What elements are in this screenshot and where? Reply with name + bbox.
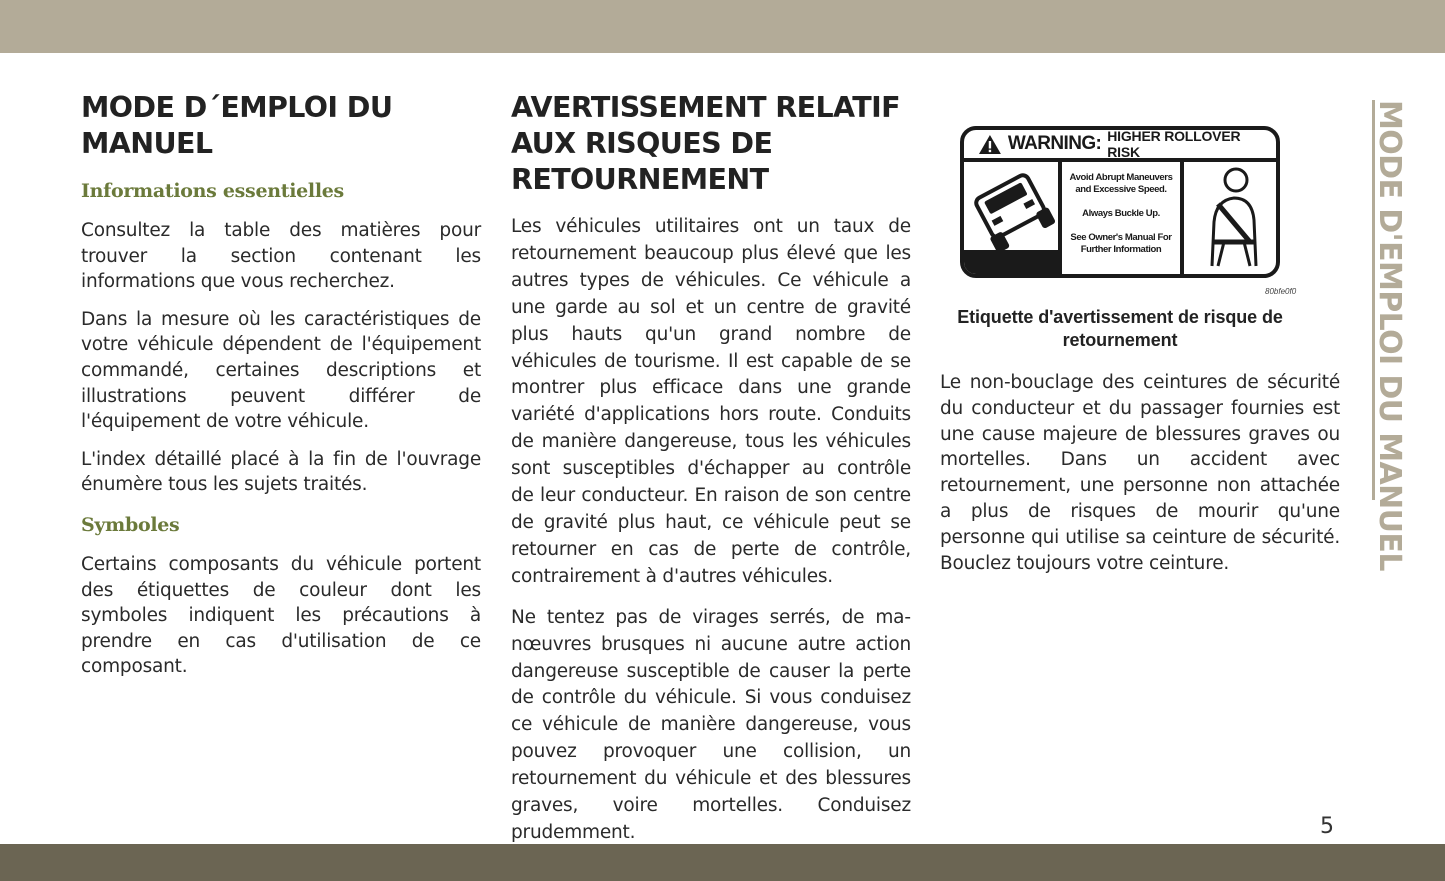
- column-warning-label: [940, 118, 1340, 588]
- column-rollover-warning: [511, 90, 911, 859]
- warning-triangle-icon: [978, 134, 1002, 155]
- paragraph-seatbelt: Le non-bouclage des ceintures de sécurité du conducteur et du passager fournies est une cause majeure de blessures graves ou mortelles. Dans un accident avec retournement, une personne non attachée a plus de risques de mourir qu'une personne qui utilise sa ceinture de sécurité. Bouclez toujours votre ceinture.: [940, 372, 1340, 574]
- section-heading-manual-usage: MODE D´EMPLOI DU MANUEL: [81, 91, 393, 160]
- rollover-vehicle-cell: [964, 162, 1062, 274]
- warning-label-body: [964, 162, 1276, 274]
- rollover-warning-label-figure: [940, 118, 1340, 300]
- top-band: [0, 0, 1445, 53]
- ground-bar: [964, 250, 1058, 274]
- paragraph-table-of-contents: Consultez la table des matières pour trouver la section contenant les informations que vous recherchez.: [81, 220, 481, 293]
- column-usage-manual: [81, 90, 481, 692]
- paragraph-rollover-rate: Les véhicules utilitaires ont un taux de retournement beaucoup plus élevé que les autres types de véhicules. Ce véhicule a une garde au sol et un centre de gravité plus hauts qu'un grand nombre de véhicules de tourisme. Il est capable de se montrer plus efficace dans une grande variété d'applications hors route. Conduits de manière dangereuse, tous les véhicules sont susceptibles d'échapper au contrôle de leur conducteur. En raison de son centre de gravité plus haut, ce véhicule peut se retourner en cas de perte de contrôle, contrairement à d'autres véhicules.: [511, 216, 911, 587]
- instruction-see-manual: See Owner's Manual For Further Information: [1070, 232, 1172, 255]
- paragraph-equipment: Dans la mesure où les caractéristiques de votre véhicule dépendent de l'équipement commandé, certaines descriptions et illustrations peuvent différer de l'équipement de votre véhicule.: [81, 308, 481, 433]
- subheading-symbols: Symboles: [81, 513, 180, 536]
- side-tab-title: MODE D'EMPLOI DU MANUEL: [1372, 100, 1407, 571]
- seatbelt-cell: [1184, 162, 1276, 274]
- warning-label-subtitle: HIGHER ROLLOVER RISK: [1107, 128, 1241, 160]
- subheading-essential-info: Informations essentielles: [81, 180, 344, 202]
- warning-label-instructions: [1062, 162, 1184, 274]
- page-number: 5: [1320, 814, 1334, 839]
- instruction-buckle-up: Always Buckle Up.: [1082, 208, 1160, 219]
- instruction-avoid-maneuvers: Avoid Abrupt Maneuvers and Excessive Speed.: [1069, 172, 1173, 195]
- paragraph-drive-carefully: Ne tentez pas de virages serrés, de manœuvres brusques ni aucune autre action dangereuse susceptible de causer la perte de contrôle du véhicule. Si vous conduisez ce véhicule de manière dangereuse, vous pouvez provoquer une collision, un retournement du véhicule et des blessures graves, voire mortelles. Conduisez prudemment.: [511, 606, 911, 843]
- paragraph-symbols: Certains composants du véhicule portent des étiquettes de couleur dont les symboles indiquent les précautions à prendre en cas d'utilisation de ce composant.: [81, 553, 481, 678]
- warning-label-title: WARNING:: [1007, 133, 1102, 154]
- figure-code: 80bfe0f0: [1265, 287, 1297, 296]
- seatbelt-person-icon: [1184, 162, 1278, 274]
- warning-label: [960, 126, 1280, 278]
- section-heading-rollover: AVERTISSEMENT RELATIF AUX RISQUES DE RETOURNEMENT: [511, 91, 900, 196]
- rollover-vehicle-icon: [964, 162, 1058, 250]
- paragraph-index: L'index détaillé placé à la fin de l'ouvrage énumère tous les sujets traités.: [81, 448, 481, 496]
- warning-label-header: [964, 130, 1276, 162]
- figure-caption: Etiquette d'avertissement de risque de retournement: [957, 307, 1283, 350]
- bottom-band: [0, 844, 1445, 881]
